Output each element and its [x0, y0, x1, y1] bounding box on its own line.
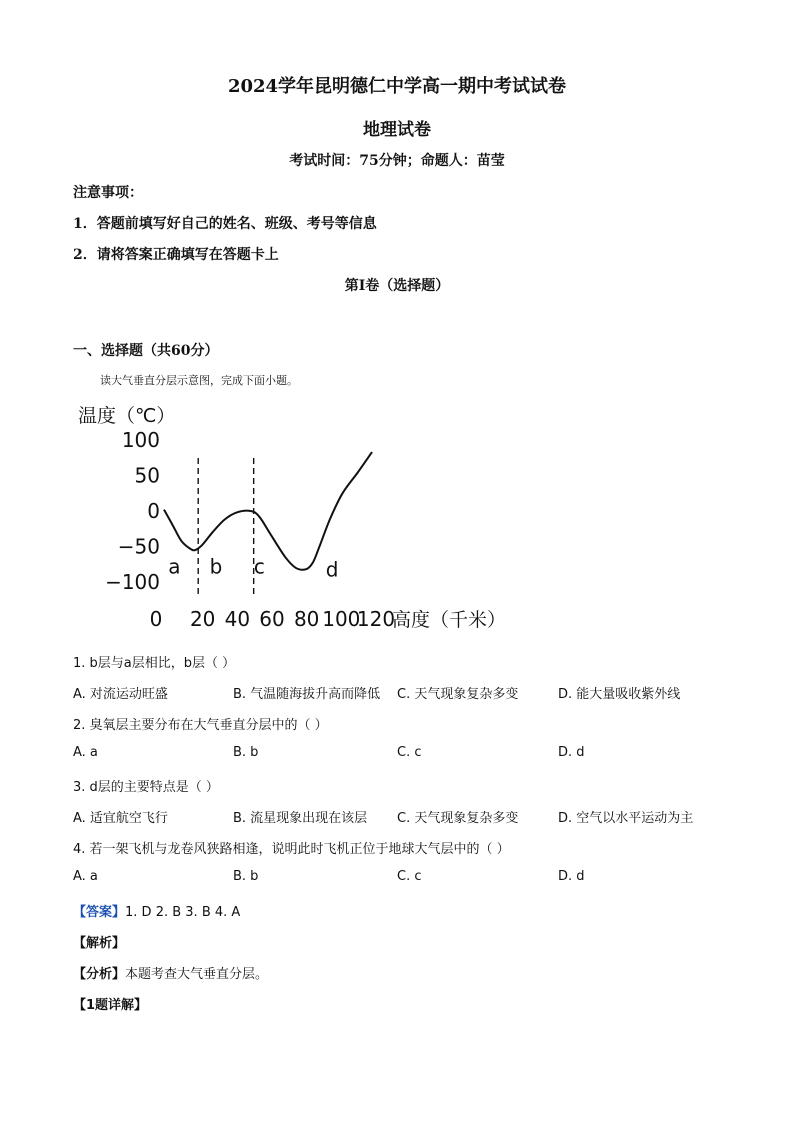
temperature-curve	[164, 452, 372, 570]
answer-tag: 【答案】	[73, 905, 126, 920]
question-option: A. a	[73, 869, 98, 884]
notice-heading: 注意事项：	[73, 185, 143, 201]
notice-item-2: 2．请将答案正确填写在答题卡上	[73, 247, 279, 263]
question-option: C. c	[397, 745, 422, 760]
question-option: B. b	[233, 869, 259, 884]
fenxi-text: 本题考查大气垂直分层。	[125, 967, 269, 982]
x-tick-label: 20	[189, 607, 216, 631]
question-option: C. c	[397, 869, 422, 884]
question-option: A. a	[73, 745, 98, 760]
fenxi-line	[73, 963, 268, 982]
section-instruction: 读大气垂直分层示意图，完成下面小题。	[100, 374, 298, 387]
question-option: A. 适宜航空飞行	[73, 811, 168, 826]
question-option: A. 对流运动旺盛	[73, 687, 168, 702]
question-stem: 4. 若一架飞机与龙卷风狭路相逢，说明此时飞机正位于地球大气层中的（ ）	[73, 842, 510, 857]
layer-label: b	[209, 554, 223, 579]
y-tick-label: 0	[147, 499, 160, 523]
detail-line	[73, 994, 147, 1013]
y-tick-label: 50	[134, 463, 160, 488]
question-option: C. 天气现象复杂多变	[397, 811, 519, 826]
x-tick-label: 80	[293, 607, 320, 631]
x-tick-label: 120	[356, 607, 396, 631]
x-tick-label: 40	[224, 607, 251, 631]
layer-label: a	[168, 554, 181, 579]
y-tick-label: −50	[117, 534, 160, 559]
fenxi-tag: 【分析】	[73, 967, 126, 982]
question-stem: 3. d层的主要特点是（ ）	[73, 780, 219, 795]
notice-item-1: 1．答题前填写好自己的姓名、班级、考号等信息	[73, 216, 377, 232]
detail-tag: 【1题详解】	[73, 998, 148, 1013]
y-axis-label: 温度（℃）	[78, 405, 176, 427]
y-tick-label: 100	[121, 428, 160, 452]
question-stem: 1. b层与a层相比，b层（ ）	[73, 656, 236, 671]
question-option: B. 流星现象出现在该层	[233, 811, 368, 826]
question-option: B. b	[233, 745, 259, 760]
x-axis-label: 高度（千米）	[392, 609, 507, 631]
layer-label: c	[253, 554, 265, 579]
question-option: D. 空气以水平运动为主	[558, 811, 694, 826]
x-tick-label: 100	[322, 607, 361, 631]
page-title: 2024学年昆明德仁中学高一期中考试试卷	[227, 76, 567, 97]
question-option: D. d	[558, 745, 585, 760]
y-tick-label: −100	[105, 570, 160, 594]
subject-title: 地理试卷	[363, 120, 431, 140]
section-heading: 一、选择题（共60分）	[73, 343, 219, 359]
answer-line	[73, 901, 240, 920]
atmosphere-chart	[70, 396, 510, 638]
analysis-line	[73, 932, 125, 951]
question-option: B. 气温随海拔升高而降低	[233, 687, 381, 702]
exam-meta: 考试时间：75分钟；命题人：苗莹	[289, 153, 505, 169]
x-tick-label: 0	[149, 607, 163, 631]
layer-label: d	[325, 557, 339, 582]
answer-text: 1. D 2. B 3. B 4. A	[125, 905, 241, 920]
question-option: D. 能大量吸收紫外线	[558, 687, 681, 702]
question-option: C. 天气现象复杂多变	[397, 687, 519, 702]
question-stem: 2. 臭氧层主要分布在大气垂直分层中的（ ）	[73, 718, 328, 733]
volume-title: 第I卷（选择题）	[344, 278, 450, 294]
x-tick-label: 60	[259, 607, 285, 631]
question-option: D. d	[558, 869, 585, 884]
analysis-tag: 【解析】	[73, 936, 126, 951]
